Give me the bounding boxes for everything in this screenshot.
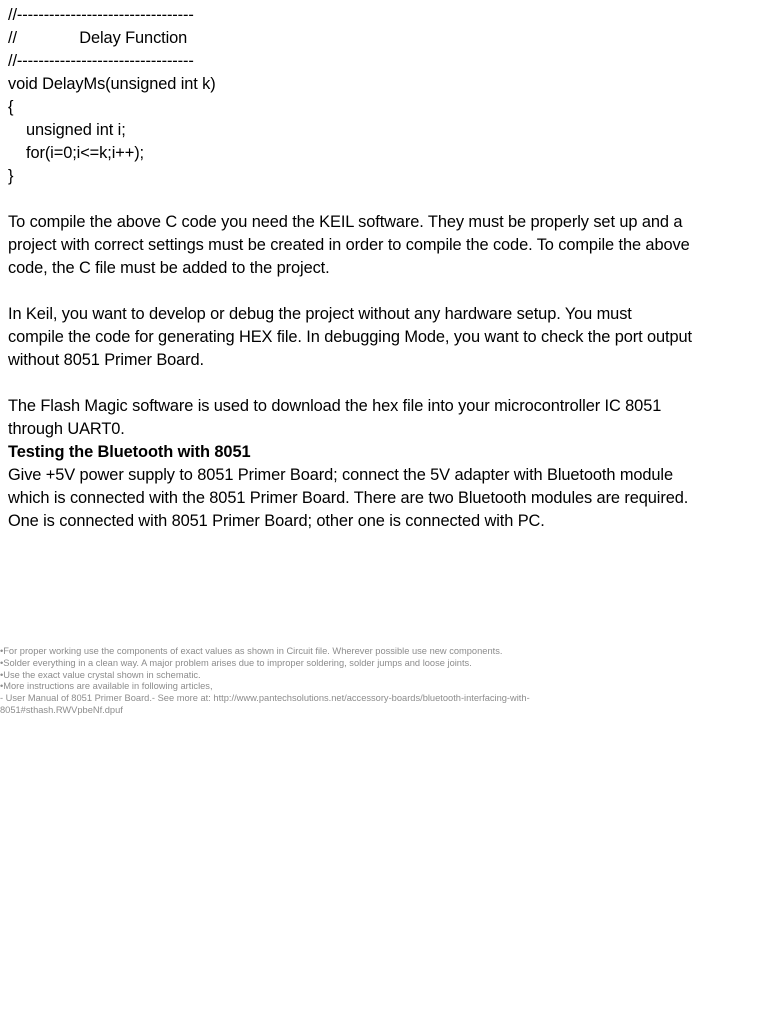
paragraph-line: through UART0.: [8, 420, 125, 438]
footnote-line: 8051#sthash.RWVpbeNf.dpuf: [0, 704, 123, 715]
code-line: void DelayMs(unsigned int k): [8, 75, 216, 93]
footnote-line: •Use the exact value crystal shown in schematic.: [0, 669, 201, 680]
code-line: // Delay Function: [8, 29, 188, 47]
paragraph-line: The Flash Magic software is used to download the hex file into your microcontroller IC 8051: [8, 397, 662, 415]
footnote-line: •For proper working use the components of exact values as shown in Circuit file. Wherever possible use new components.: [0, 646, 503, 656]
paragraph-line: To compile the above C code you need the KEIL software. They must be properly set up and a: [8, 213, 683, 231]
paragraph-line: One is connected with 8051 Primer Board; other one is connected with PC.: [8, 512, 545, 530]
paragraph-line: without 8051 Primer Board.: [8, 351, 205, 369]
code-line: }: [8, 167, 14, 185]
paragraph-line: project with correct settings must be created in order to compile the code. To compile the above: [8, 236, 690, 254]
paragraph-compile: [8, 211, 764, 280]
code-line: for(i=0;i<=k;i++);: [26, 144, 145, 162]
code-line: //---------------------------------: [8, 6, 194, 24]
spacer: [8, 188, 764, 211]
paragraph-line: which is connected with the 8051 Primer Board. There are two Bluetooth modules are required.: [8, 489, 689, 507]
code-line: {: [8, 98, 14, 116]
spacer: [8, 280, 764, 303]
footnotes: [0, 646, 600, 717]
paragraph-flash-magic: [8, 395, 764, 441]
code-block: [8, 4, 764, 188]
paragraph-keil: [8, 303, 764, 372]
code-line: unsigned int i;: [26, 121, 126, 139]
code-line: //---------------------------------: [8, 52, 194, 70]
document-body: [8, 4, 764, 533]
paragraph-line: Give +5V power supply to 8051 Primer Board; connect the 5V adapter with Bluetooth module: [8, 466, 673, 484]
footnote-line: •More instructions are available in following articles,: [0, 681, 213, 692]
footnote-line: •Solder everything in a clean way. A major problem arises due to improper soldering, solder jumps and loose joints.: [0, 657, 472, 668]
paragraph-line: compile the code for generating HEX file. In debugging Mode, you want to check the port output: [8, 328, 692, 346]
paragraph-line: In Keil, you want to develop or debug the project without any hardware setup. You must: [8, 305, 632, 323]
footnote-line: - User Manual of 8051 Primer Board.- See more at: http://www.pantechsolutions.net/accessory-boards/bluetooth-interfacing-with-: [0, 693, 530, 704]
paragraph-testing: [8, 464, 764, 533]
spacer: [8, 372, 764, 395]
paragraph-line: code, the C file must be added to the project.: [8, 259, 330, 277]
section-heading: Testing the Bluetooth with 8051: [8, 443, 251, 461]
